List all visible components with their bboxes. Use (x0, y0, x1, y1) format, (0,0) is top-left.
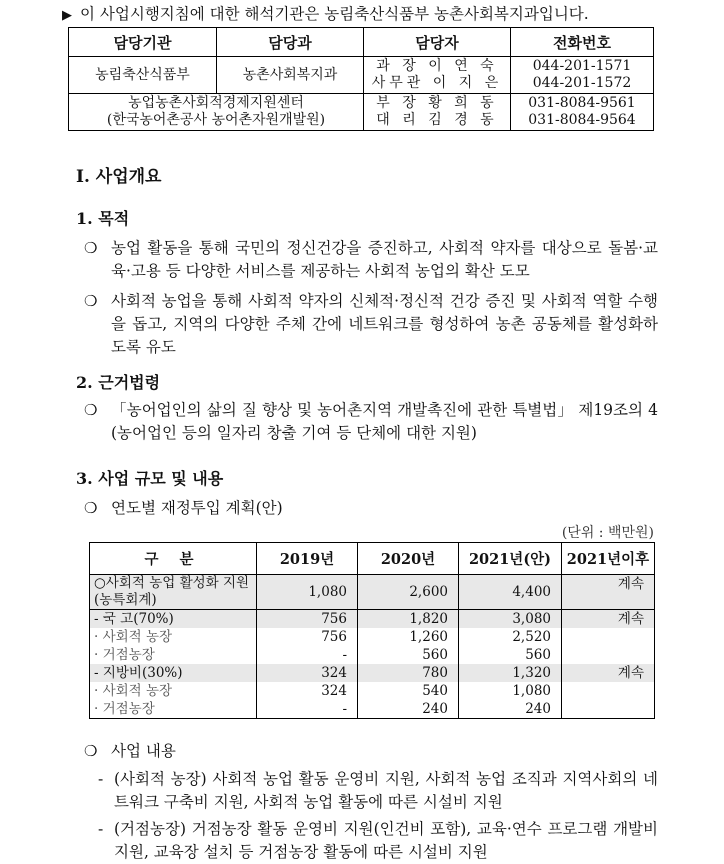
org-cell (69, 94, 364, 131)
legal-item (84, 399, 658, 445)
row-label: · 거점농장 (90, 646, 257, 664)
table-row (90, 682, 655, 700)
value-2020: 2,600 (358, 575, 459, 610)
unit-label: (단위 : 백만원) (561, 525, 654, 541)
value-2021: 560 (459, 646, 562, 664)
circle-bullet-icon: ❍ (84, 499, 98, 517)
content-text: (거점농장) 거점농장 활동 운영비 지원(인건비 포함), 교육·연수 프로그램 개발비 지원, 교육장 설치 등 거점농장 활동에 따른 시설비 지원 (114, 820, 658, 861)
row-label: · 사회적 농장 (90, 628, 257, 646)
contact-row (69, 94, 654, 131)
content-item (98, 768, 658, 814)
triangle-marker: ▶ (62, 8, 72, 23)
content-text: (사회적 농장) 사회적 농업 활동 운영비 지원, 사회적 농업 조직과 지역사회의 네트워크 구축비 지원, 사회적 농업 활동에 따른 시설비 지원 (114, 770, 658, 811)
circle-bullet-icon: ❍ (84, 401, 98, 419)
circle-bullet-icon: ❍ (84, 742, 98, 760)
phone-cell (511, 94, 654, 131)
header-phone: 전화번호 (511, 28, 654, 57)
value-2020: 1,820 (358, 610, 459, 629)
person-name: 사무관 이 지 은 (371, 75, 503, 91)
org-name: 농업농촌사회적경제지원센터 (128, 95, 304, 111)
person-name: 과 장 이 연 숙 (376, 58, 498, 74)
content-item (98, 818, 658, 864)
header-category-text: 구 분 (144, 551, 202, 568)
value-2021: 3,080 (459, 610, 562, 629)
legal-text: 「농어업인의 삶의 질 향상 및 농어촌지역 개발촉진에 관한 특별법」 제19조의 4 (농어업인 등의 일자리 창출 기여 등 단체에 대한 지원) (111, 401, 658, 442)
intro-note (62, 2, 589, 24)
value-after: 계속 (562, 610, 655, 629)
table-row (90, 628, 655, 646)
header-2019: 2019년 (257, 543, 358, 575)
value-2019: 324 (257, 682, 358, 700)
value-2019: 756 (257, 628, 358, 646)
table-row (90, 664, 655, 682)
row-label: · 사회적 농장 (90, 682, 257, 700)
value-2021: 1,080 (459, 682, 562, 700)
table-row (90, 700, 655, 719)
person-cell (364, 57, 511, 94)
phone-number: 031-8084-9561 (528, 95, 636, 111)
table-row (90, 575, 655, 610)
header-org: 담당기관 (69, 28, 217, 57)
content-label-text: 사업 내용 (111, 742, 176, 760)
value-2021: 240 (459, 700, 562, 719)
header-2021: 2021년(안) (459, 543, 562, 575)
value-after (562, 682, 655, 700)
purpose-text: 농업 활동을 통해 국민의 정신건강을 증진하고, 사회적 약자를 대상으로 돌봄·교육·고용 등 다양한 서비스를 제공하는 사회적 농업의 확산 도모 (111, 239, 658, 280)
budget-table (89, 542, 655, 719)
phone-number: 031-8084-9564 (528, 112, 636, 128)
contact-row (69, 57, 654, 94)
purpose-title: 1. 목적 (76, 209, 130, 228)
row-label: ○사회적 농업 활성화 지원(농특회계) (90, 575, 257, 610)
value-2019: - (257, 646, 358, 664)
purpose-text: 사회적 농업을 통해 사회적 약자의 신체적·정신적 건강 증진 및 사회적 역할 수행을 돕고, 지역의 다양한 주체 간에 네트워크를 형성하여 농촌 공동체를 활성화하도록 유도 (111, 292, 658, 356)
scope-title: 3. 사업 규모 및 내용 (76, 469, 224, 488)
value-2020: 240 (358, 700, 459, 719)
value-after: 계속 (562, 575, 655, 610)
circle-bullet-icon: ❍ (84, 292, 98, 310)
plan-label-text: 연도별 재정투입 계획(안) (111, 499, 283, 517)
value-2021: 4,400 (459, 575, 562, 610)
content-label (84, 740, 658, 763)
value-2019: 324 (257, 664, 358, 682)
row-label: - 국 고(70%) (90, 610, 257, 629)
value-2021: 1,320 (459, 664, 562, 682)
phone-number: 044-201-1571 (532, 58, 632, 74)
header-dept: 담당과 (217, 28, 364, 57)
value-after (562, 700, 655, 719)
value-2020: 560 (358, 646, 459, 664)
contact-table (68, 27, 654, 131)
org-cell: 농림축산식품부 (69, 57, 217, 94)
phone-number: 044-201-1572 (532, 75, 632, 91)
value-2021: 2,520 (459, 628, 562, 646)
plan-label (84, 497, 658, 520)
row-label: - 지방비(30%) (90, 664, 257, 682)
header-person: 담당자 (364, 28, 511, 57)
table-row (90, 610, 655, 629)
person-name: 부 장 황 희 동 (376, 95, 498, 111)
circle-bullet-icon: ❍ (84, 239, 98, 257)
person-cell (364, 94, 511, 131)
header-after-2021: 2021년이후 (562, 543, 655, 575)
value-2020: 540 (358, 682, 459, 700)
value-after (562, 628, 655, 646)
value-2019: 756 (257, 610, 358, 629)
person-name: 대 리 김 경 동 (376, 112, 498, 128)
dept-cell: 농촌사회복지과 (217, 57, 364, 94)
legal-title: 2. 근거법령 (76, 373, 161, 392)
purpose-item (84, 290, 658, 359)
purpose-item (84, 237, 658, 283)
value-2020: 780 (358, 664, 459, 682)
value-2019: 1,080 (257, 575, 358, 610)
header-category (90, 543, 257, 575)
intro-text: 이 사업시행지침에 대한 해석기관은 농림축산식품부 농촌사회복지과입니다. (80, 5, 589, 23)
row-label: · 거점농장 (90, 700, 257, 719)
table-row (90, 646, 655, 664)
org-subname: (한국농어촌공사 농어촌자원개발원) (106, 112, 326, 128)
value-after: 계속 (562, 664, 655, 682)
header-2020: 2020년 (358, 543, 459, 575)
dash-marker: - (98, 820, 104, 838)
value-2019: - (257, 700, 358, 719)
dash-marker: - (98, 770, 104, 788)
value-2020: 1,260 (358, 628, 459, 646)
section-title: Ⅰ. 사업개요 (76, 167, 162, 187)
phone-cell (511, 57, 654, 94)
value-after (562, 646, 655, 664)
